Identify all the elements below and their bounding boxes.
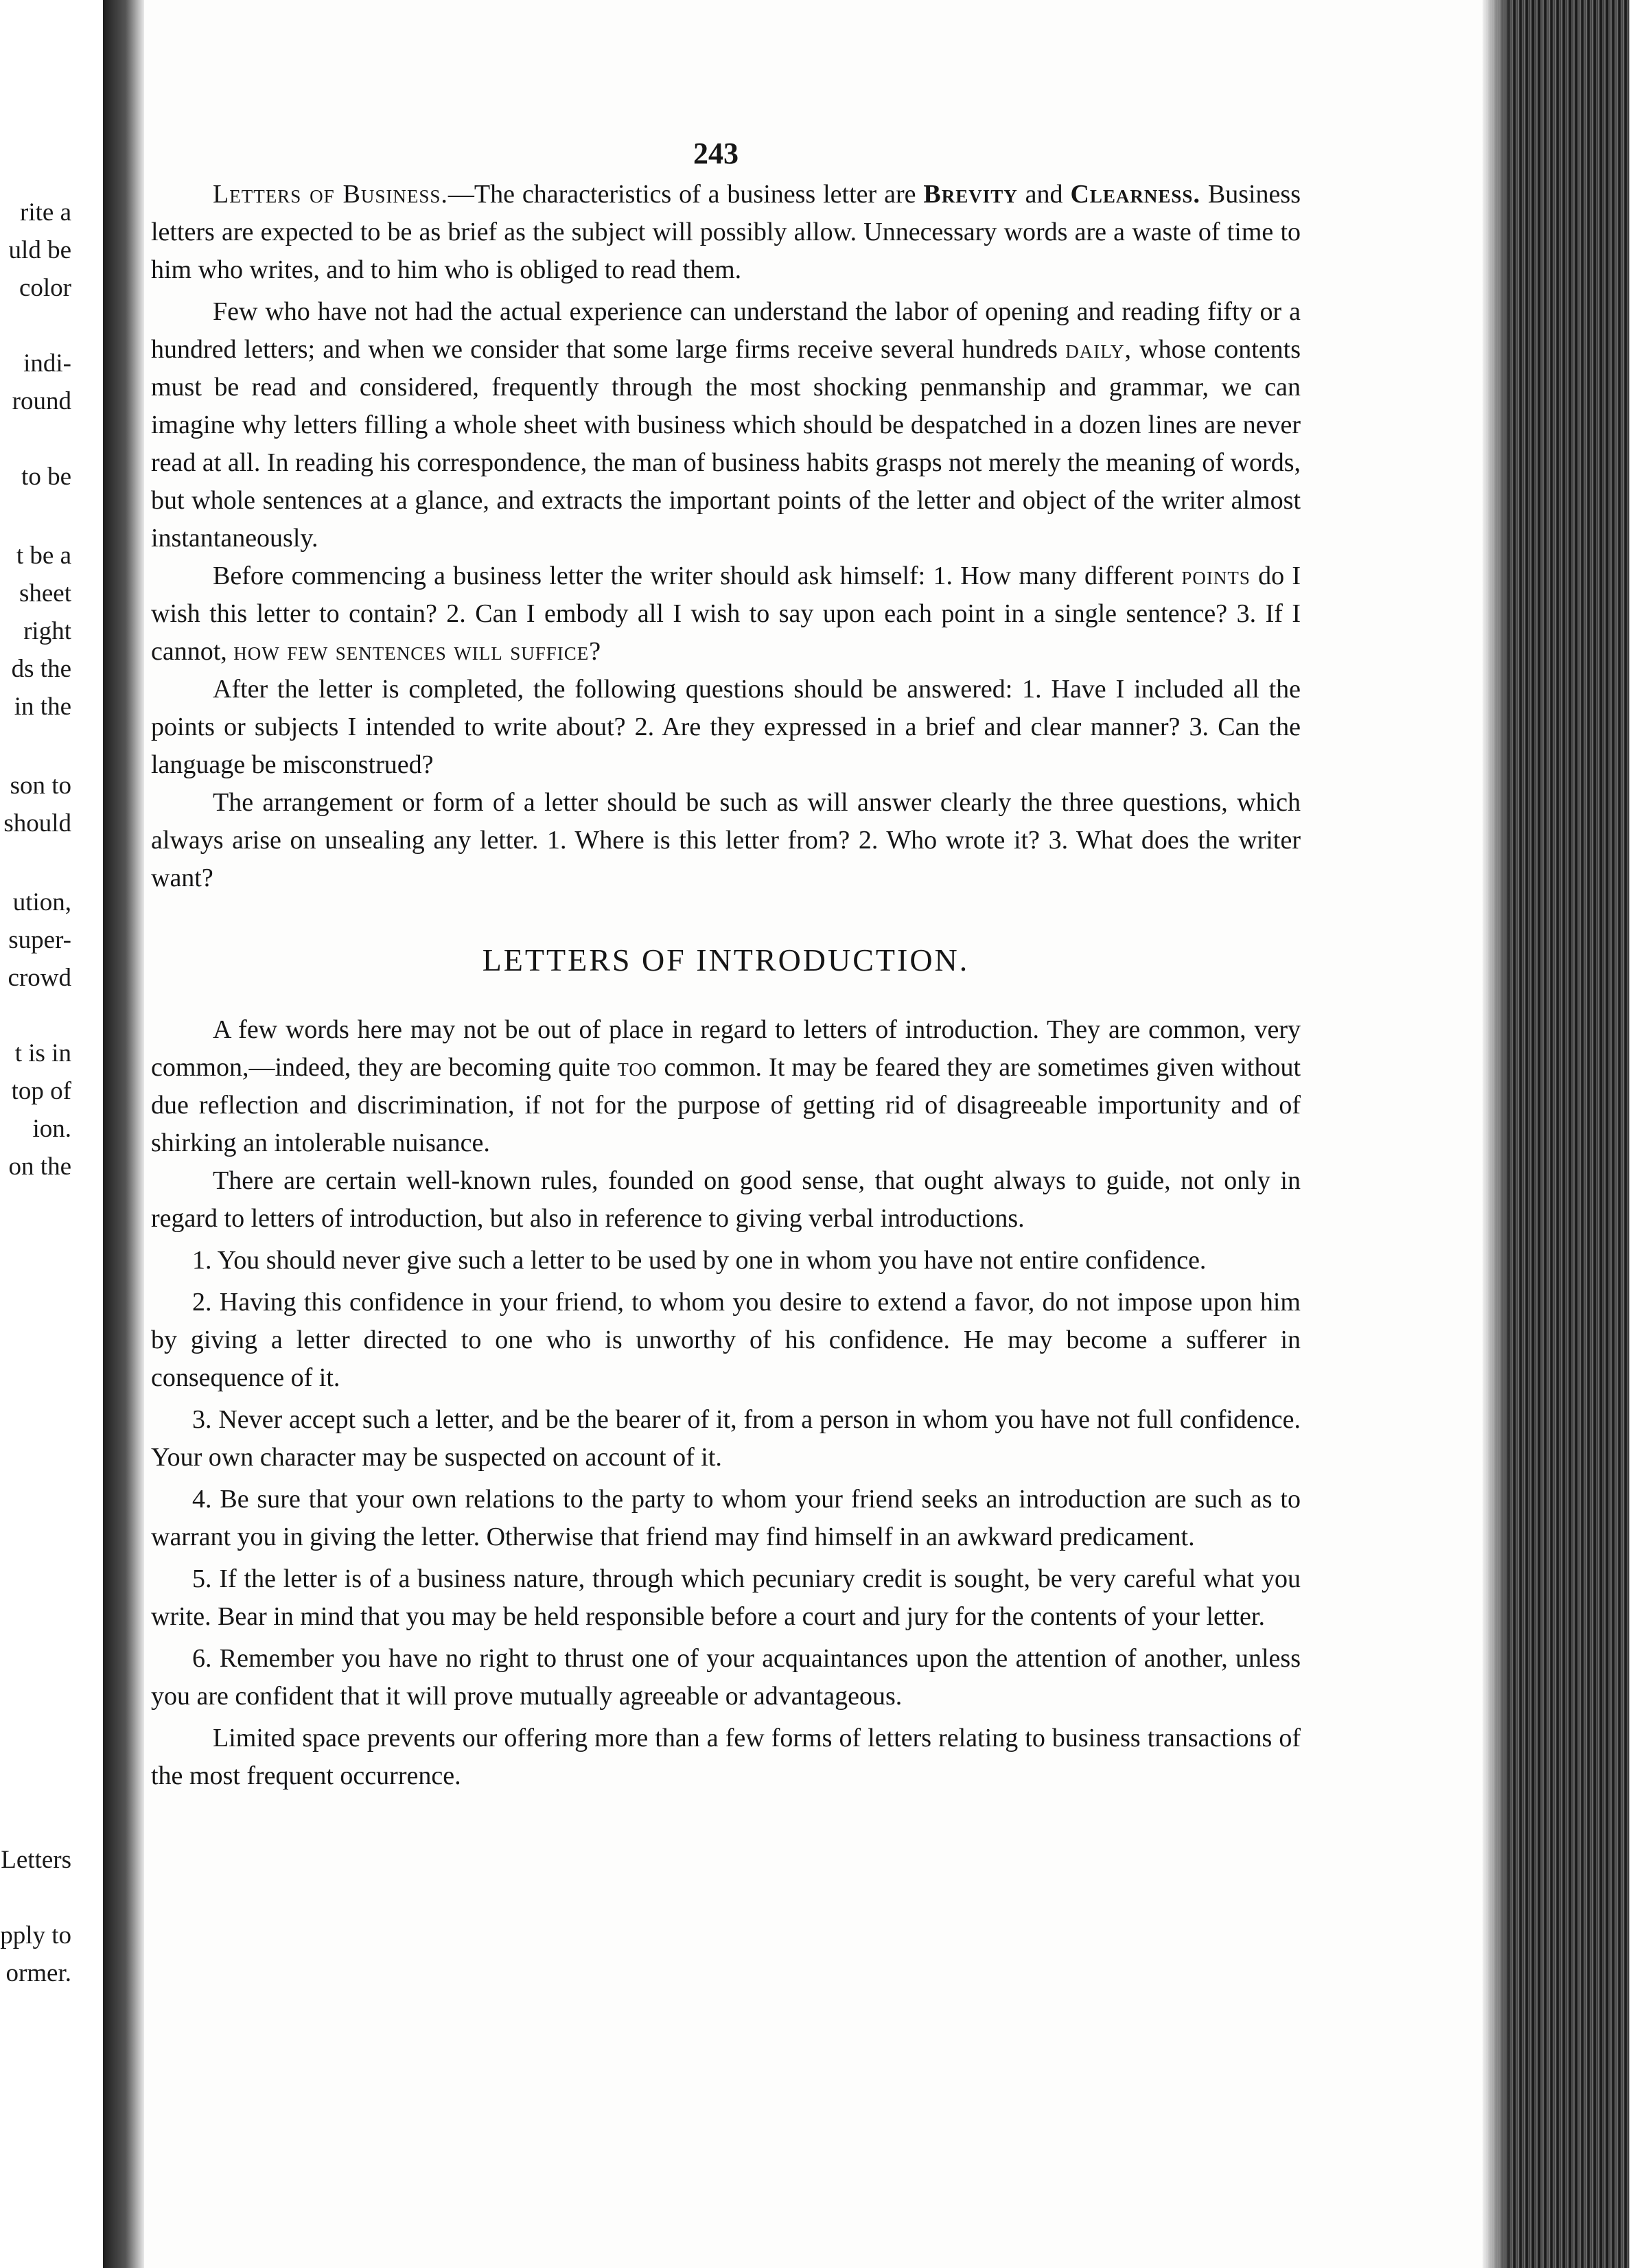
emphasis-how-few: how few sentences will suffice? [233,637,602,666]
facing-line: right [23,617,71,645]
facing-line: round [12,387,71,415]
facing-line: in the [14,693,71,721]
business-paragraph-5: The arrangement or form of a letter should be such as will answer clearly the three questions, which always arise on unsealing any letter. 1. Where is this letter from? 2. Who wrote it? 3. What does the writer want? [151,788,1301,892]
facing-line: ion. [32,1115,71,1143]
section-heading: LETTERS OF INTRODUCTION. [482,942,970,977]
text-run: whose contents must be read and considered, frequently through the most shocking penmanship and grammar, we can imagine why letters filling a whole sheet with business which should be despatched in a dozen lines are never read at all. In reading his correspondence, the man of business habits grasps not merely the meaning of words, but whole sentences at a glance, and extracts the important points of the letter and object of the writer almost instantaneously. [151,335,1301,553]
facing-line: ormer. [5,1959,71,1987]
page-number: 243 [693,137,739,170]
rule-1: 1. You should never give such a letter to be used by one in whom you have not entire confidence. [192,1246,1207,1275]
facing-line: t is in [14,1039,71,1067]
rule-5: 5. If the letter is of a business nature, through which pecuniary credit is sought, be very careful what you write. Bear in mind that you may be held responsible before a court and jury for the contents of your letter. [151,1564,1301,1631]
text-run: do I wish this letter to contain? 2. Can I embody all I wish to say upon each point in a single sentence? 3. If I cannot, [151,562,1301,666]
page-body [151,176,1301,1795]
book-gutter [103,0,144,2268]
facing-line: should [3,809,71,837]
facing-line: uld be [8,236,71,264]
edge-shade [1483,0,1510,2268]
facing-line: super- [8,926,71,954]
facing-page-fragment [0,0,106,2268]
rule-3: 3. Never accept such a letter, and be the bearer of it, from a person in whom you have not full confidence. Your own character may be suspected on account of it. [151,1405,1301,1472]
text-run: Before commencing a business letter the writer should ask himself: 1. How many different [213,562,1174,590]
rule-4: 4. Be sure that your own relations to the party to whom your friend seeks an introduction are such as to warrant you in giving the letter. Otherwise that friend may find himself in an awkward predicament. [151,1485,1301,1551]
emphasis-too: too [617,1053,658,1082]
facing-line: pply to [0,1921,71,1949]
text-run: common. It may be feared they are sometimes given without due reflection and discrimination, if not for the purpose of getting rid of disagreeable importunity and of shirking an intolerable nuisance. [151,1053,1301,1157]
emphasis-daily: daily, [1065,335,1132,364]
facing-line: rite a [20,198,71,227]
text-run: Few who have not had the actual experience can understand the labor of opening and reading fifty or a hundred letters; and when we consider that some large firms receive several hundreds [151,297,1301,364]
business-paragraph-3 [151,557,1301,671]
facing-line: ds the [11,655,71,683]
business-paragraph-1 [151,176,1301,289]
business-paragraph-4: After the letter is completed, the following questions should be answered: 1. Have I included all the points or subjects I intended to write about? 2. Are they expressed in a brief and clear manner? 3. Can the language be misconstrued? [151,675,1301,779]
page-edges [1483,0,1650,2268]
facing-line: to be [21,463,71,491]
facing-line: on the [8,1153,71,1181]
facing-line: t be a [16,542,71,570]
text-run: A few words here may not be out of place in regard to letters of introduction. They are common, very common,—indeed, they are becoming quite [151,1015,1301,1082]
facing-line: top of [11,1077,71,1105]
facing-line: ution, [12,888,71,916]
facing-line: Letters [1,1846,71,1874]
intro-paragraph-1 [151,1011,1301,1162]
emphasis-clearness: Clearness. [1070,180,1200,209]
intro-paragraph-2: There are certain well-known rules, founded on good sense, that ought always to guide, not only in regard to letters of introduction, but also in reference to giving verbal introductions. [151,1166,1301,1233]
facing-line: color [19,274,71,302]
facing-line: crowd [8,964,71,992]
emphasis-points: points [1181,562,1251,590]
facing-line: indi- [23,349,71,378]
rule-6: 6. Remember you have no right to thrust one of your acquaintances upon the attention of another, unless you are confident that it will prove mutually agreeable or advantageous. [151,1644,1301,1711]
emphasis-brevity: Brevity [923,180,1018,209]
section-lead-title: Letters of Business. [213,180,448,209]
facing-line: son to [10,772,71,800]
edge-margin [1629,0,1650,2268]
facing-line: sheet [19,579,71,608]
text-run: —The characteristics of a business letter are [448,180,916,209]
closing-paragraph: Limited space prevents our offering more than a few forms of letters relating to business transactions of the most frequent occurrence. [151,1724,1301,1790]
rule-2: 2. Having this confidence in your friend, to whom you desire to extend a favor, do not impose upon him by giving a letter directed to one who is unworthy of his confidence. He may become a sufferer in consequence of it. [151,1288,1301,1392]
business-paragraph-2 [151,293,1301,557]
text-run: Business letters are expected to be as brief as the subject will possibly allow. Unnecessary words are a waste of time to him who writes, and to him who is obliged to read them. [151,180,1301,284]
text-run: and [1025,180,1063,209]
